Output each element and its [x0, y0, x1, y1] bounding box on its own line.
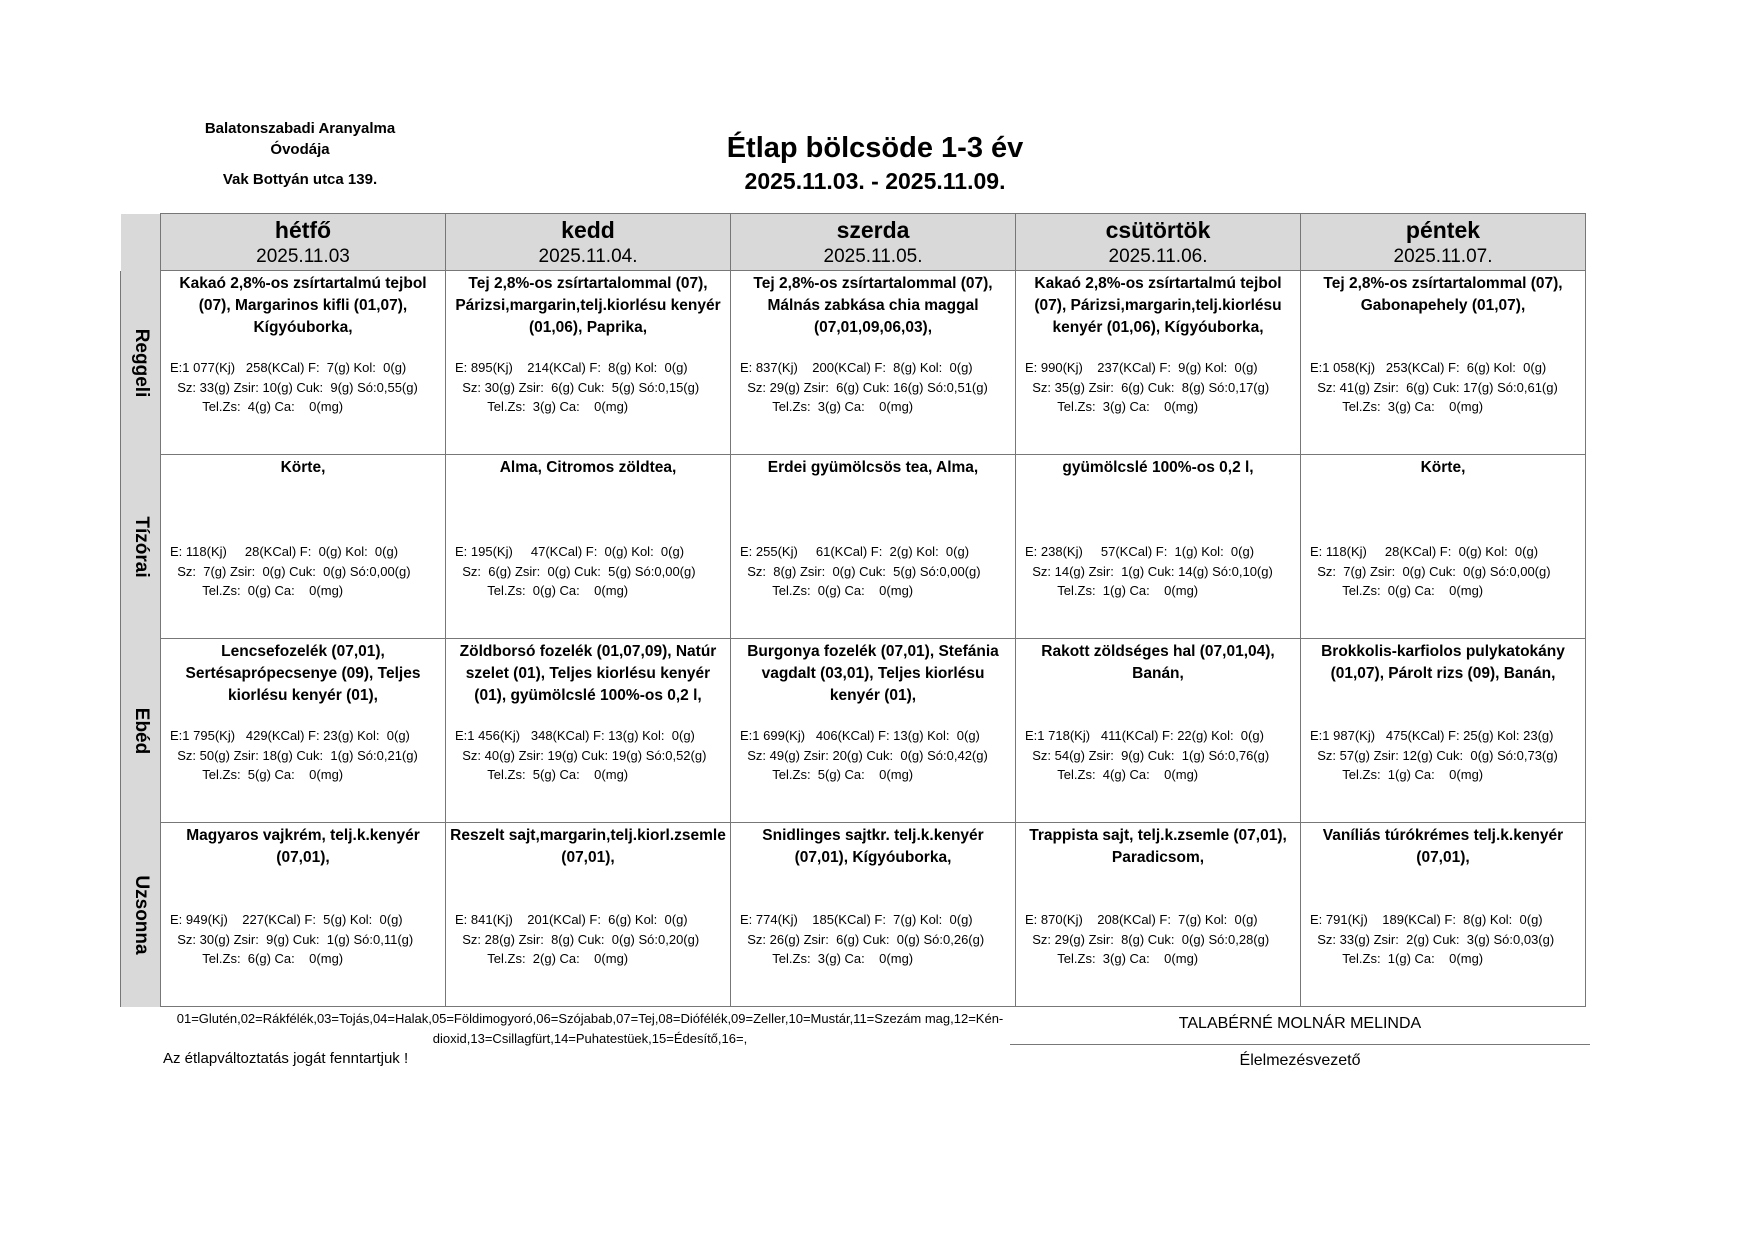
menu-title-block — [600, 130, 1150, 196]
dish-text: Kakaó 2,8%-os zsírtartalmú tejbol (07), Párizsi,margarin,telj.kiorlésu kenyér (01,06), Kígyóuborka, — [1034, 275, 1282, 336]
day-name: péntek — [1405, 217, 1481, 243]
meal-label: Uzsonna — [130, 874, 152, 955]
meal-label-cell — [121, 639, 161, 823]
meal-label-cell — [121, 455, 161, 639]
day-header-tue — [446, 214, 731, 271]
meal-row-lunch — [121, 639, 1586, 823]
menu-title: Étlap bölcsöde 1-3 év — [726, 132, 1024, 164]
org-name-line2: Óvodája — [270, 141, 330, 158]
day-name: szerda — [836, 217, 910, 243]
menu-cell — [446, 823, 731, 1007]
dish-text: Trappista sajt, telj.k.zsemle (07,01), Paradicsom, — [1029, 827, 1287, 866]
meal-row-breakfast — [121, 271, 1586, 455]
menu-cell — [161, 823, 446, 1007]
day-date: 2025.11.04. — [538, 246, 638, 267]
nutrition-text: E: 118(Kj) 28(KCal) F: 0(g) Kol: 0(g) Sz: 7(g) Zsir: 0(g) Cuk: 0(g) Só:0,00(g) Tel.Zs: 0(g) Ca: 0(mg) — [170, 544, 411, 598]
dish-text: Lencsefozelék (07,01), Sertésaprópecsenye (09), Teljes kiorlésu kenyér (01), — [185, 643, 421, 704]
signature-line — [1010, 1044, 1590, 1045]
nutrition-text: E: 791(Kj) 189(KCal) F: 8(g) Kol: 0(g) Sz: 33(g) Zsir: 2(g) Cuk: 3(g) Só:0,03(g) Tel.Zs: 1(g) Ca: 0(mg) — [1310, 912, 1555, 966]
day-date: 2025.11.07. — [1393, 246, 1493, 267]
dish-text: Körte, — [280, 459, 326, 476]
menu-cell — [446, 455, 731, 639]
day-header-mon — [161, 214, 446, 271]
org-name-line1: Balatonszabadi Aranyalma — [204, 120, 396, 137]
dish-text: Reszelt sajt,margarin,telj.kiorl.zsemle (07,01), — [450, 827, 726, 866]
menu-cell — [731, 271, 1016, 455]
nutrition-text: E:1 795(Kj) 429(KCal) F: 23(g) Kol: 0(g) Sz: 50(g) Zsir: 18(g) Cuk: 1(g) Só:0,21(g) Tel.Zs: 5(g) Ca: 0(mg) — [170, 728, 418, 782]
menu-cell — [1016, 639, 1301, 823]
nutrition-text: E: 774(Kj) 185(KCal) F: 7(g) Kol: 0(g) Sz: 26(g) Zsir: 6(g) Cuk: 0(g) Só:0,26(g) Tel.Zs: 3(g) Ca: 0(mg) — [740, 912, 985, 966]
signer-role: Élelmezésvezető — [1239, 1052, 1361, 1069]
nutrition-text: E:1 718(Kj) 411(KCal) F: 22(g) Kol: 0(g) Sz: 54(g) Zsir: 9(g) Cuk: 1(g) Só:0,76(g) Tel.Zs: 4(g) Ca: 0(mg) — [1025, 728, 1270, 782]
menu-table — [120, 213, 1586, 1007]
meal-row-snack-afternoon — [121, 823, 1586, 1007]
menu-cell — [1301, 271, 1586, 455]
nutrition-text: E: 238(Kj) 57(KCal) F: 1(g) Kol: 0(g) Sz: 14(g) Zsir: 1(g) Cuk: 14(g) Só:0,10(g) Tel.Zs: 1(g) Ca: 0(mg) — [1025, 544, 1273, 598]
nutrition-text: E: 837(Kj) 200(KCal) F: 8(g) Kol: 0(g) Sz: 29(g) Zsir: 6(g) Cuk: 16(g) Só:0,51(g) Tel.Zs: 3(g) Ca: 0(mg) — [740, 360, 988, 414]
meal-label-cell — [121, 271, 161, 455]
day-name: csütörtök — [1105, 217, 1211, 243]
dish-text: Rakott zöldséges hal (07,01,04), Banán, — [1041, 643, 1275, 682]
menu-cell — [1016, 823, 1301, 1007]
nutrition-text: E:1 987(Kj) 475(KCal) F: 25(g) Kol: 23(g) Sz: 57(g) Zsir: 12(g) Cuk: 0(g) Só:0,73(g) Tel.Zs: 1(g) Ca: 0(mg) — [1310, 728, 1558, 782]
dish-text: Brokkolis-karfiolos pulykatokány (01,07), Párolt rizs (09), Banán, — [1321, 643, 1565, 682]
menu-cell — [161, 271, 446, 455]
menu-cell — [1301, 823, 1586, 1007]
dish-text: Alma, Citromos zöldtea, — [499, 459, 677, 476]
dish-text: Kakaó 2,8%-os zsírtartalmú tejbol (07), Margarinos kifli (01,07), Kígyóuborka, — [179, 275, 427, 336]
dish-text: Snidlinges sajtkr. telj.k.kenyér (07,01), Kígyóuborka, — [762, 827, 984, 866]
menu-cell — [446, 271, 731, 455]
signer-name: TALABÉRNÉ MOLNÁR MELINDA — [1178, 1015, 1422, 1032]
day-header-row — [121, 214, 1586, 271]
menu-cell — [731, 639, 1016, 823]
dish-text: Zöldborsó fozelék (01,07,09), Natúr szelet (01), Teljes kiorlésu kenyér (01), gyümölcslé 100%-os 0,2 l, — [459, 643, 717, 704]
nutrition-text: E:1 456(Kj) 348(KCal) F: 13(g) Kol: 0(g) Sz: 40(g) Zsir: 19(g) Cuk: 19(g) Só:0,52(g) Tel.Zs: 5(g) Ca: 0(mg) — [455, 728, 707, 782]
menu-cell — [161, 455, 446, 639]
dish-text: Tej 2,8%-os zsírtartalommal (07), Málnás zabkása chia maggal (07,01,09,06,03), — [753, 275, 993, 336]
menu-cell — [731, 823, 1016, 1007]
nutrition-text: E: 118(Kj) 28(KCal) F: 0(g) Kol: 0(g) Sz: 7(g) Zsir: 0(g) Cuk: 0(g) Só:0,00(g) Tel.Zs: 0(g) Ca: 0(mg) — [1310, 544, 1551, 598]
nutrition-text: E:1 699(Kj) 406(KCal) F: 13(g) Kol: 0(g) Sz: 49(g) Zsir: 20(g) Cuk: 0(g) Só:0,42(g) Tel.Zs: 5(g) Ca: 0(mg) — [740, 728, 988, 782]
day-date: 2025.11.05. — [823, 246, 923, 267]
disclaimer-text: Az étlapváltoztatás jogát fenntartjuk ! — [163, 1050, 409, 1067]
day-date: 2025.11.03 — [256, 246, 350, 267]
day-header-thu — [1016, 214, 1301, 271]
menu-cell — [1301, 639, 1586, 823]
nutrition-text: E:1 077(Kj) 258(KCal) F: 7(g) Kol: 0(g) Sz: 33(g) Zsir: 10(g) Cuk: 9(g) Só:0,55(g) Tel.Zs: 4(g) Ca: 0(mg) — [170, 360, 418, 414]
dish-text: Magyaros vajkrém, telj.k.kenyér (07,01), — [186, 827, 420, 866]
day-header-fri — [1301, 214, 1586, 271]
nutrition-text: E: 990(Kj) 237(KCal) F: 9(g) Kol: 0(g) Sz: 35(g) Zsir: 6(g) Cuk: 8(g) Só:0,17(g) Tel.Zs: 3(g) Ca: 0(mg) — [1025, 360, 1270, 414]
dish-text: Körte, — [1420, 459, 1466, 476]
day-header-wed — [731, 214, 1016, 271]
nutrition-text: E: 195(Kj) 47(KCal) F: 0(g) Kol: 0(g) Sz: 6(g) Zsir: 0(g) Cuk: 5(g) Só:0,00(g) Tel.Zs: 0(g) Ca: 0(mg) — [455, 544, 696, 598]
meal-row-snack-morning — [121, 455, 1586, 639]
dish-text: Burgonya fozelék (07,01), Stefánia vagdalt (03,01), Teljes kiorlésu kenyér (01), — [747, 643, 999, 704]
day-name: hétfő — [274, 217, 332, 243]
menu-period: 2025.11.03. - 2025.11.09. — [744, 168, 1006, 194]
org-address: Vak Bottyán utca 139. — [222, 171, 378, 188]
nutrition-text: E: 895(Kj) 214(KCal) F: 8(g) Kol: 0(g) Sz: 30(g) Zsir: 6(g) Cuk: 5(g) Só:0,15(g) Tel.Zs: 3(g) Ca: 0(mg) — [455, 360, 700, 414]
dish-text: Erdei gyümölcsös tea, Alma, — [767, 459, 979, 476]
nutrition-text: E: 949(Kj) 227(KCal) F: 5(g) Kol: 0(g) Sz: 30(g) Zsir: 9(g) Cuk: 1(g) Só:0,11(g) Tel.Zs: 6(g) Ca: 0(mg) — [170, 912, 414, 966]
menu-cell — [1301, 455, 1586, 639]
menu-cell — [1016, 271, 1301, 455]
day-date: 2025.11.06. — [1108, 246, 1208, 267]
dish-text: Vaníliás túrókrémes telj.k.kenyér (07,01), — [1322, 827, 1564, 866]
nutrition-text: E:1 058(Kj) 253(KCal) F: 6(g) Kol: 0(g) Sz: 41(g) Zsir: 6(g) Cuk: 17(g) Só:0,61(g) Tel.Zs: 3(g) Ca: 0(mg) — [1310, 360, 1558, 414]
meal-label: Tízórai — [130, 515, 152, 578]
menu-cell — [446, 639, 731, 823]
meal-label-cell — [121, 823, 161, 1007]
menu-cell — [161, 639, 446, 823]
menu-cell — [731, 455, 1016, 639]
dish-text: Tej 2,8%-os zsírtartalommal (07), Gabonapehely (01,07), — [1323, 275, 1563, 314]
allergen-legend: 01=Glutén,02=Rákfélék,03=Tojás,04=Halak,05=Földimogyoró,06=Szójabab,07=Tej,08=Diófélék,09=Zeller,10=Mustár,11=Szezám mag,12=Kén-dioxid,13=Csillagfürt,14=Puhatestüek,15=Édesítő,16=, — [176, 1011, 1004, 1046]
dish-text: Tej 2,8%-os zsírtartalommal (07), Párizsi,margarin,telj.kiorlésu kenyér (01,06), Paprika, — [455, 275, 721, 336]
day-name: kedd — [561, 217, 615, 243]
nutrition-text: E: 841(Kj) 201(KCal) F: 6(g) Kol: 0(g) Sz: 28(g) Zsir: 8(g) Cuk: 0(g) Só:0,20(g) Tel.Zs: 2(g) Ca: 0(mg) — [455, 912, 700, 966]
nutrition-text: E: 255(Kj) 61(KCal) F: 2(g) Kol: 0(g) Sz: 8(g) Zsir: 0(g) Cuk: 5(g) Só:0,00(g) Tel.Zs: 0(g) Ca: 0(mg) — [740, 544, 981, 598]
dish-text: gyümölcslé 100%-os 0,2 l, — [1062, 459, 1254, 476]
table-corner — [121, 214, 161, 271]
nutrition-text: E: 870(Kj) 208(KCal) F: 7(g) Kol: 0(g) Sz: 29(g) Zsir: 8(g) Cuk: 0(g) Só:0,28(g) Tel.Zs: 3(g) Ca: 0(mg) — [1025, 912, 1270, 966]
meal-label: Reggeli — [130, 328, 152, 397]
organization-block — [175, 118, 425, 190]
menu-cell — [1016, 455, 1301, 639]
meal-label: Ebéd — [130, 707, 152, 754]
